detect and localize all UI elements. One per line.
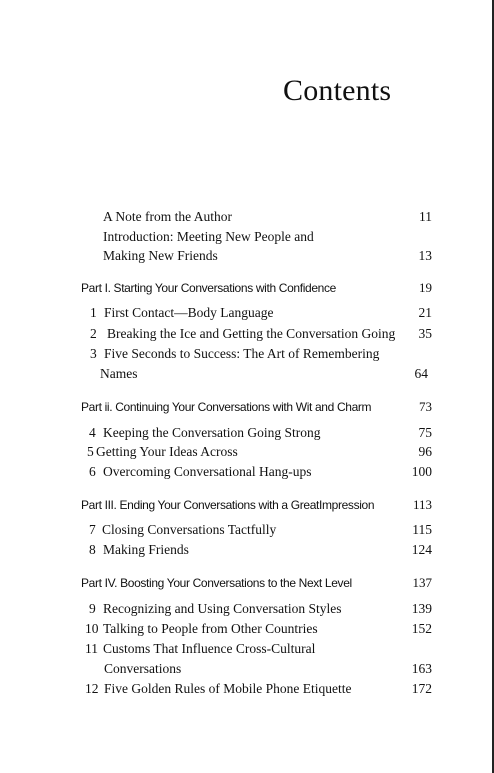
chapter-title-line-1: Five Seconds to Success: The Art of Remembering: [104, 346, 380, 361]
chapter-title: Making Friends: [103, 542, 189, 557]
part-heading-1: Part I. Starting Your Conversations with Confidence: [81, 281, 336, 295]
chapter-title: First Contact—Body Language: [104, 305, 274, 320]
chapter-page: 163: [411, 661, 432, 676]
chapter-page: 75: [418, 425, 432, 440]
part-page-2: 73: [419, 399, 432, 414]
chapter-title: Five Golden Rules of Mobile Phone Etiquette: [104, 681, 352, 696]
chapter-title: Recognizing and Using Conversation Styles: [103, 601, 342, 616]
part-heading-3: Part III. Ending Your Conversations with a GreatImpression: [81, 498, 375, 512]
chapter-title: Keeping the Conversation Going Strong: [103, 425, 321, 440]
chapter-page: 21: [418, 305, 432, 320]
chapter-page: 152: [411, 621, 432, 636]
chapter-number: 1: [90, 305, 97, 320]
chapter-title: Breaking the Ice and Getting the Conversation Going: [107, 326, 396, 341]
chapter-number: 6: [89, 464, 96, 479]
chapter-page: 100: [411, 464, 432, 479]
toc-entry-intro-label-1: Introduction: Meeting New People and: [103, 229, 314, 244]
chapter-page: 124: [411, 542, 432, 557]
toc-entry-intro-label-2: Making New Friends: [103, 248, 218, 263]
chapter-title-line-2: Names: [100, 366, 138, 381]
part-page-3: 113: [412, 497, 432, 512]
part-page-1: 19: [419, 280, 432, 295]
chapter-number: 4: [89, 425, 96, 440]
toc-entry-note-page: 11: [419, 209, 432, 224]
chapter-title: Talking to People from Other Countries: [103, 621, 318, 636]
part-heading-2: Part ii. Continuing Your Conversations with Wit and Charm: [81, 400, 372, 414]
chapter-page: 64: [414, 366, 428, 381]
chapter-number: 8: [89, 542, 96, 557]
chapter-title-line-2: Conversations: [104, 661, 182, 676]
chapter-page: 115: [412, 522, 432, 537]
toc-entry-intro-page: 13: [418, 248, 432, 263]
chapter-title: Overcoming Conversational Hang-ups: [103, 464, 312, 479]
chapter-number: 3: [90, 346, 97, 361]
chapter-page: 96: [418, 444, 432, 459]
toc-entry-note-label: A Note from the Author: [103, 209, 232, 224]
chapter-number: 12: [85, 681, 99, 696]
chapter-number: 11: [85, 641, 98, 656]
chapter-number: 2: [90, 326, 97, 341]
part-page-4: 137: [412, 575, 432, 590]
chapter-number: 10: [85, 621, 99, 636]
chapter-page: 172: [411, 681, 432, 696]
chapter-number: 5: [87, 444, 94, 459]
part-heading-4: Part IV. Boosting Your Conversations to the Next Level: [81, 576, 352, 590]
chapter-page: 35: [418, 326, 432, 341]
chapter-number: 9: [89, 601, 96, 616]
chapter-title: Getting Your Ideas Across: [96, 444, 238, 459]
chapter-page: 139: [411, 601, 432, 616]
page-title: Contents: [283, 74, 392, 107]
chapter-number: 7: [89, 522, 96, 537]
chapter-title-line-1: Customs That Influence Cross-Cultural: [103, 641, 316, 656]
chapter-title: Closing Conversations Tactfully: [102, 522, 277, 537]
